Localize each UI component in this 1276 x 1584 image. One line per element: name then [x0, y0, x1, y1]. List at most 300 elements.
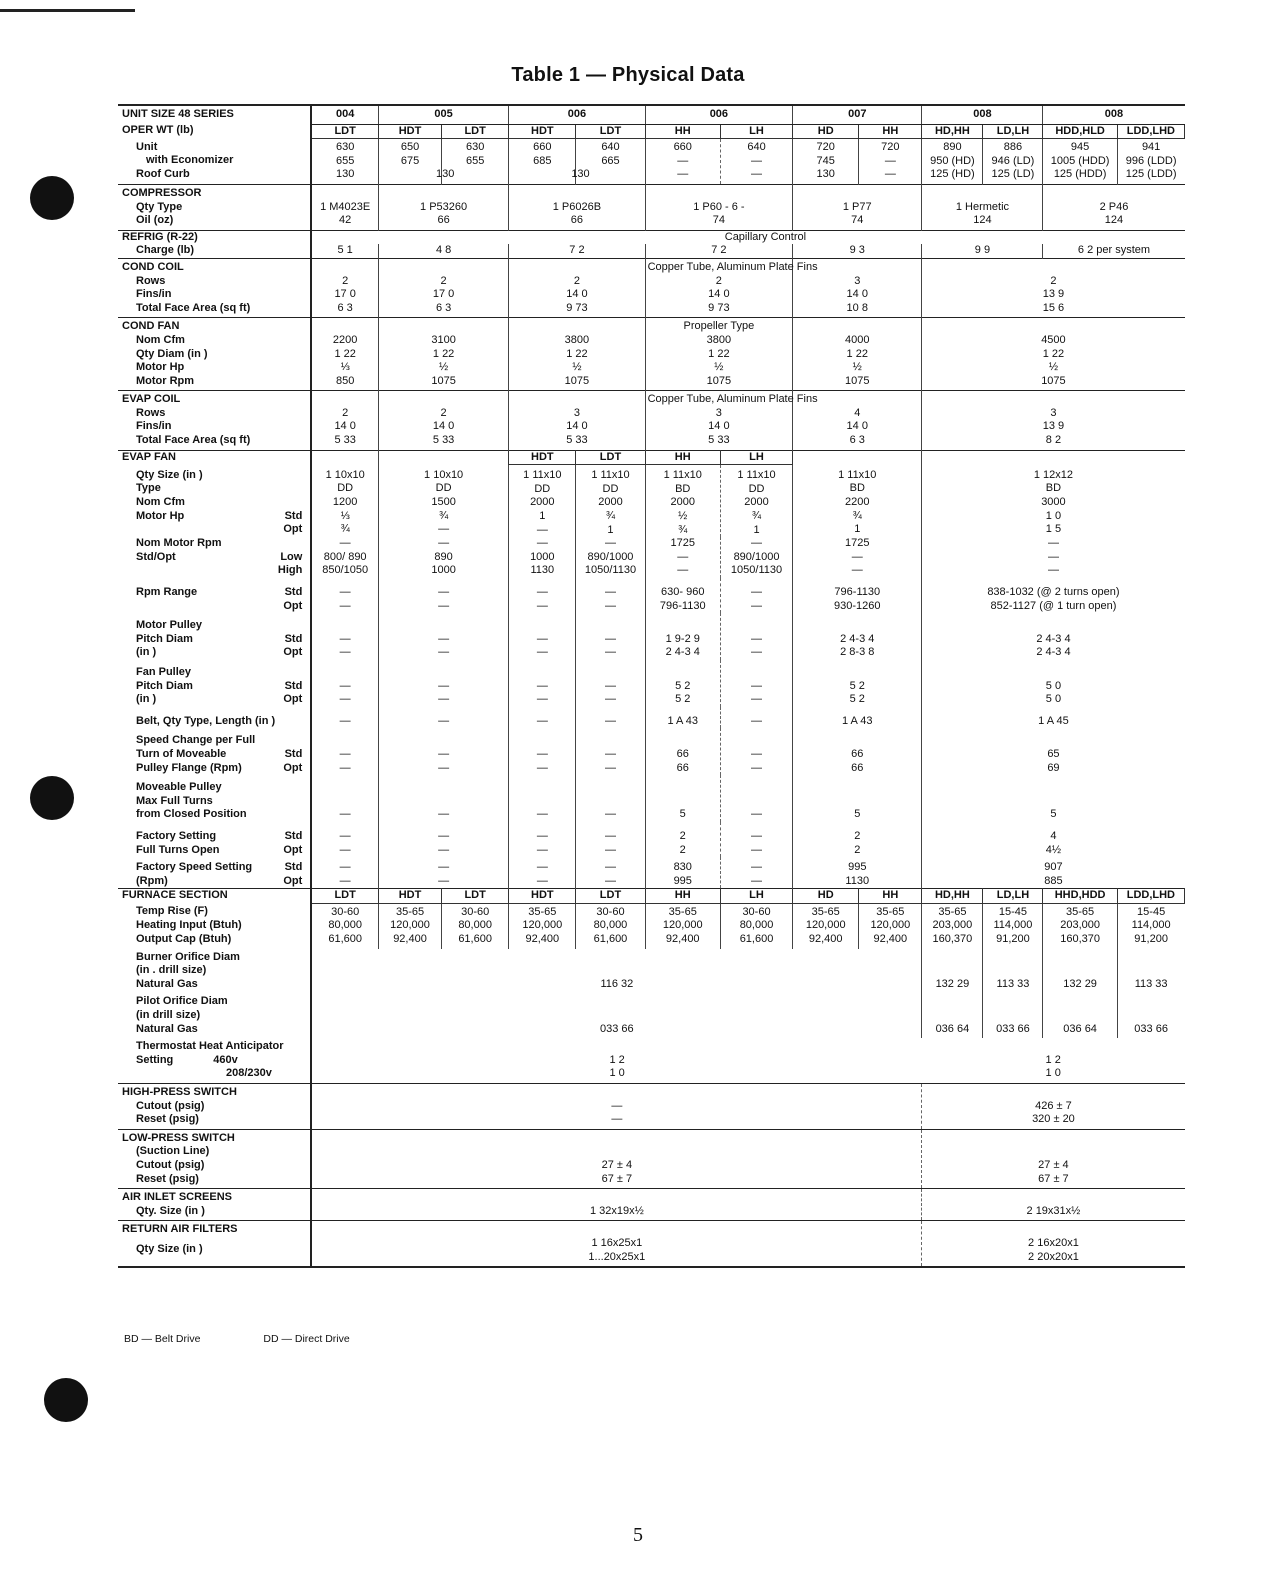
cell-value: 120,000 [522, 919, 563, 932]
cell-value: — [751, 714, 763, 727]
cell-value: ½ [714, 361, 724, 374]
cell-value: 2 20x20x1 [1028, 1250, 1079, 1263]
cell-value: DD [602, 482, 619, 495]
cell-value: — [751, 747, 763, 760]
cell-value: 130 [435, 168, 455, 181]
row-label: with Economizer [146, 154, 234, 167]
cell-value: — [611, 1099, 623, 1112]
cell-value: ½ [678, 510, 688, 523]
cell-value: 2200 [845, 495, 870, 508]
cell-value: 92,400 [873, 933, 908, 946]
cell-value: 1 11x10 [591, 469, 630, 482]
cell-value: — [604, 537, 616, 550]
std-opt-label: Low [280, 550, 303, 563]
cell-value: — [438, 523, 450, 536]
cell-value: — [604, 747, 616, 760]
cell-value: 132 29 [935, 977, 970, 990]
cell-value: 1130 [530, 564, 555, 577]
cell-value: 685 [533, 154, 552, 167]
cell-value: 3 [573, 406, 580, 419]
cell-value: — [438, 679, 450, 692]
cell-value: — [339, 693, 351, 706]
cell-value: ¾ [605, 510, 616, 523]
cell-value: 1 9-2 9 [665, 632, 700, 645]
section-label: REFRIG (R-22) [118, 230, 311, 244]
cell-value: 4000 [845, 333, 870, 346]
cell-value: ½ [852, 361, 862, 374]
cell-value: 630 [335, 141, 355, 154]
cell-value: 830 [673, 861, 692, 874]
cell-value: — [339, 829, 351, 842]
cell-value: 6 3 [337, 301, 353, 314]
row-label: Nom Cfm [136, 333, 185, 346]
cell-value: — [1047, 537, 1059, 550]
furnace-model-header: LDT [311, 889, 378, 904]
cell-value: 1 2 [1045, 1053, 1061, 1066]
pilot-orifice-block [118, 993, 1185, 1038]
cell-value: 640 [747, 141, 766, 154]
row-label: Nom Motor Rpm [136, 537, 222, 550]
cell-value: — [438, 646, 450, 659]
cell-value: 1 P6026B [552, 200, 602, 213]
row-label: Moveable Pulley [136, 781, 222, 794]
cell-value: 1...20x25x1 [588, 1250, 646, 1263]
refrig-charge-row [118, 244, 1185, 258]
section-label: LOW-PRESS SWITCH [122, 1131, 235, 1144]
cell-value: — [751, 679, 763, 692]
cond-coil-block [118, 258, 1185, 317]
cell-value: 13 9 [1042, 288, 1065, 301]
cell-value: 2 [573, 274, 580, 287]
cell-value: 1 32x19x½ [589, 1204, 644, 1217]
cell-value: 1 P77 [842, 200, 872, 213]
cell-value: — [604, 632, 616, 645]
row-label: Std/Opt [136, 550, 176, 563]
evap-subheader: HDT [509, 450, 576, 465]
row-label: Pilot Orifice Diam [136, 995, 228, 1008]
cell-value: 2000 [670, 496, 695, 509]
cell-value: 1050/1130 [584, 564, 637, 577]
cell-value: 6 3 [435, 301, 452, 314]
row-label: Qty Diam (in ) [136, 347, 208, 360]
cell-value: — [851, 550, 863, 563]
cell-value: 66 [676, 761, 689, 774]
cell-value: 1075 [1041, 374, 1066, 387]
row-label: 208/230v [226, 1067, 272, 1080]
cell-value: 2 [1050, 274, 1057, 287]
cell-value: 995 [673, 874, 692, 887]
size-header: 008 [922, 105, 1043, 124]
cell-value: 1 A 45 [1038, 714, 1069, 727]
high-press-block [118, 1084, 1185, 1130]
cell-value: 14 0 [846, 420, 868, 433]
cell-value: 35-65 [811, 905, 840, 918]
evap-coil-block [118, 391, 1185, 450]
std-opt-label: Std [284, 829, 303, 842]
air-inlet-block [118, 1189, 1185, 1221]
cell-value: — [339, 747, 351, 760]
cell-value: 033 66 [600, 1022, 634, 1035]
cell-value: ½ [1048, 361, 1059, 374]
cell-value: — [339, 714, 351, 727]
row-label: Temp Rise (F) [136, 905, 208, 918]
oper-wt-label: OPER WT (lb) [118, 124, 311, 139]
cell-value: — [536, 843, 548, 856]
cell-value: 2 [715, 274, 722, 287]
cell-value: 35-65 [395, 905, 425, 918]
cell-value: DD [534, 482, 551, 495]
cell-value: 203,000 [1060, 919, 1100, 932]
evap-fan-row [118, 613, 1185, 660]
cell-value: 42 [339, 214, 352, 227]
compressor-block [118, 184, 1185, 230]
cell-value: — [438, 714, 450, 727]
cell-value: 9 3 [793, 244, 922, 258]
cell-value: 5 1 [337, 244, 353, 257]
cell-value: — [751, 537, 763, 550]
cell-value: 655 [465, 154, 485, 167]
cell-value: 9 73 [566, 301, 588, 314]
cell-value: 17 0 [334, 288, 356, 301]
row-label: Pitch Diam [136, 632, 193, 645]
std-opt-label: Opt [283, 843, 303, 856]
cell-value: 320 ± 20 [1032, 1113, 1075, 1126]
cell-value: 1075 [706, 374, 732, 387]
section-note: Propeller Type [683, 320, 755, 333]
row-label: Burner Orifice Diam [136, 950, 240, 963]
cell-value: 1 22 [708, 347, 730, 360]
cell-value: — [751, 599, 763, 612]
furnace-model-header: LDT [576, 889, 645, 904]
cell-value: — [604, 808, 616, 821]
cell-value: 2000 [744, 496, 769, 509]
cell-value: 120,000 [870, 919, 911, 932]
cell-value: 2 4-3 4 [840, 632, 875, 645]
cell-value: BD [849, 482, 865, 495]
cell-value: 14 0 [432, 420, 455, 433]
furnace-model-header: HDT [509, 889, 576, 904]
cell-value: 640 [601, 141, 620, 154]
cell-value: 2 4-3 4 [665, 646, 700, 659]
cell-value: — [1047, 564, 1059, 577]
cell-value: — [536, 537, 548, 550]
furnace-model-header: HH [859, 889, 922, 904]
cell-value: — [438, 632, 450, 645]
cell-value: 15-45 [998, 905, 1028, 918]
cell-value: 3 [1050, 406, 1057, 419]
cell-value: 1 22 [334, 347, 356, 360]
cell-value: 1075 [564, 374, 590, 387]
cell-value: — [751, 861, 763, 874]
cell-value: — [536, 693, 548, 706]
cell-value: — [438, 808, 450, 821]
cell-value: — [438, 829, 450, 842]
cell-value: 65 [1047, 747, 1060, 760]
binder-hole [30, 776, 74, 820]
row-label: (Suction Line) [136, 1145, 210, 1158]
cell-value: — [677, 168, 689, 181]
model-header: HDD,HLD [1043, 124, 1117, 139]
furnace-model-header: HD,HH [922, 889, 983, 904]
row-label: Natural Gas [136, 1022, 198, 1035]
cell-value: — [751, 874, 763, 887]
cell-value: — [438, 537, 450, 550]
burner-orifice-block [118, 949, 1185, 994]
model-header: LDT [311, 124, 378, 139]
cell-value: DD [337, 482, 354, 495]
section-label: COMPRESSOR [122, 186, 202, 199]
cell-value: 125 (HD) [930, 168, 975, 181]
row-label: Turn of Moveable [136, 747, 227, 760]
cell-value: 890 [943, 141, 962, 154]
cell-value: 850/1050 [322, 564, 369, 577]
legend-dd: DD — Direct Drive [263, 1333, 350, 1345]
cell-value: — [536, 747, 548, 760]
cell-value: ½ [439, 361, 449, 374]
cell-value: 3000 [1041, 495, 1066, 508]
cell-value: 4 8 [378, 244, 508, 258]
section-label: FURNACE SECTION [118, 889, 311, 904]
cell-value: 2 19x31x½ [1026, 1204, 1081, 1217]
cell-value: 4½ [1045, 843, 1062, 856]
cell-value: 80,000 [739, 919, 774, 932]
cell-value: 125 (LDD) [1125, 168, 1177, 181]
cell-value: — [751, 829, 763, 842]
cell-value: 30-60 [742, 905, 771, 918]
evap-fan-row [118, 537, 1185, 578]
cell-value: 630 [465, 141, 485, 154]
row-label: Max Full Turns [136, 794, 213, 807]
cell-value: 5 [679, 808, 686, 821]
cell-value: 1725 [670, 537, 695, 550]
cell-value: — [438, 693, 450, 706]
furnace-model-header: LDD,LHD [1117, 889, 1184, 904]
evap-fan-row [118, 775, 1185, 822]
cell-value: 675 [400, 154, 420, 167]
cell-value: 74 [712, 214, 725, 227]
cell-value: — [438, 874, 450, 887]
cell-value: 946 (LD) [991, 154, 1035, 167]
std-opt-label: High [277, 564, 303, 577]
cell-value: 130 [571, 168, 590, 181]
section-note: Capillary Control [311, 230, 1184, 244]
row-label: (in drill size) [136, 1009, 201, 1022]
cell-value: 852-1127 (@ 1 turn open) [990, 599, 1117, 612]
row-label: Qty Size (in ) [136, 468, 203, 481]
cell-value: 850 [335, 374, 355, 387]
cell-value: 2 4-3 4 [1036, 632, 1071, 645]
furnace-model-header: HD [793, 889, 859, 904]
cell-value: 2000 [530, 496, 555, 509]
cell-value: 27 ± 4 [1038, 1158, 1069, 1171]
cell-value: 1 0 [609, 1067, 625, 1080]
cell-value: 27 ± 4 [601, 1158, 633, 1171]
physical-data-table [118, 104, 1185, 1268]
cell-value: — [604, 714, 616, 727]
cell-value: 036 64 [1063, 1022, 1097, 1035]
std-opt-label: Opt [283, 599, 303, 612]
std-opt-label: Std [284, 586, 303, 598]
cell-value: 35-65 [1066, 905, 1095, 918]
cell-value: 2 [679, 843, 686, 856]
cell-value: — [604, 599, 616, 612]
row-label: Speed Change per Full [136, 734, 256, 747]
cell-value: 15-45 [1137, 905, 1166, 918]
cell-value: 630- 960 [661, 586, 705, 598]
cell-value: — [339, 679, 351, 692]
row-label: Factory Setting [136, 829, 217, 842]
cell-value: — [751, 761, 763, 774]
cell-value: — [438, 861, 450, 874]
binder-hole [44, 1378, 88, 1422]
std-opt-label: Std [284, 632, 303, 645]
cell-value: — [611, 1113, 623, 1126]
binder-hole [30, 176, 74, 220]
cell-value: 2 [679, 829, 686, 842]
cell-value: 995 [848, 861, 867, 874]
cell-value: 14 0 [708, 288, 730, 301]
cell-value: 1 16x25x1 [591, 1236, 643, 1249]
cell-value: — [438, 599, 450, 612]
std-opt-label: Std [284, 861, 303, 874]
row-label: Pulley Flange (Rpm) [136, 761, 242, 774]
cell-value: 80,000 [593, 919, 628, 932]
cell-value: 5 0 [1045, 679, 1062, 692]
cell-value: 720 [881, 141, 900, 154]
cell-value: 67 ± 7 [601, 1172, 633, 1185]
cell-value: 1000 [530, 550, 555, 563]
model-header: LH [720, 124, 792, 139]
size-header: 008 [1043, 105, 1185, 124]
cell-value: — [604, 761, 616, 774]
std-opt-label: Std [284, 679, 303, 692]
row-label: Qty Size (in ) [136, 1242, 203, 1255]
cell-value: 890/1000 [733, 550, 780, 563]
cell-value: 66 [851, 761, 864, 774]
section-label: HIGH-PRESS SWITCH [122, 1086, 237, 1098]
cell-value: — [536, 829, 548, 842]
abbreviation-legend [124, 1333, 410, 1345]
cell-value: 160,370 [1060, 933, 1100, 946]
furnace-model-header: LD,LH [983, 889, 1043, 904]
cell-value: 1 11x10 [737, 469, 776, 482]
furnace-capacity-block [118, 903, 1185, 948]
cell-value: 660 [673, 141, 692, 154]
cell-value: 14 0 [846, 288, 868, 301]
cell-value: 14 0 [708, 420, 730, 433]
model-header: LDT [442, 124, 509, 139]
cell-value: 114,000 [1131, 919, 1171, 932]
oper-wt-block [118, 139, 1185, 185]
cell-value: 66 [570, 214, 584, 227]
cell-value: 116 32 [600, 977, 634, 990]
cell-value: 4 [854, 406, 861, 419]
cell-value: 7 2 [645, 244, 793, 258]
cell-value: 2200 [332, 333, 358, 346]
row-label: Pitch Diam [136, 679, 193, 692]
cell-value: 125 (LD) [991, 168, 1035, 181]
cell-value: 745 [816, 154, 835, 167]
std-opt-label: Opt [283, 646, 303, 659]
cell-value: — [604, 861, 616, 874]
cell-value: 945 [1070, 141, 1090, 154]
cell-value: 890 [434, 550, 453, 563]
cell-value: 838-1032 (@ 2 turns open) [987, 586, 1120, 598]
cell-value: 14 0 [566, 420, 588, 433]
model-header: HD,HH [922, 124, 983, 139]
cell-value: 2000 [598, 496, 623, 509]
row-label: Motor Hp [136, 509, 185, 522]
cell-value: 1 [539, 510, 546, 523]
row-label: Qty. Size (in ) [136, 1204, 205, 1217]
cell-value: 1200 [332, 495, 358, 508]
cell-value: — [536, 808, 548, 821]
cell-value: 113 33 [996, 977, 1030, 990]
cell-value: — [339, 537, 351, 550]
row-label: Rows [136, 406, 166, 419]
cell-value: — [677, 550, 689, 563]
cell-value: 3100 [431, 333, 456, 346]
row-label: Roof Curb [136, 167, 190, 180]
cell-value: 3 [715, 406, 722, 419]
cell-value: — [438, 586, 450, 598]
cell-value: 796-1130 [659, 599, 706, 612]
cell-value: 66 [851, 747, 864, 760]
evap-fan-header-row [118, 450, 1185, 465]
cell-value: 2 P46 [1099, 200, 1129, 213]
cell-value: 2 [342, 274, 349, 287]
model-header: HH [645, 124, 720, 139]
row-label: Rows [136, 274, 166, 287]
cell-value: 35-65 [668, 905, 697, 918]
cell-value: 1 5 [1045, 523, 1062, 536]
row-label: Charge (lb) [136, 244, 195, 257]
cell-value: — [884, 154, 896, 167]
cell-value: 890/1000 [587, 550, 634, 563]
cell-value: — [339, 761, 351, 774]
cell-value: 655 [335, 154, 355, 167]
cell-value: 1 [854, 523, 861, 536]
row-label: Total Face Area (sq ft) [136, 434, 251, 447]
cell-value: 14 0 [566, 288, 588, 301]
size-header: 004 [311, 105, 378, 124]
std-opt-label: Opt [283, 693, 303, 706]
cell-value: ¾ [678, 523, 688, 536]
cell-value: 5 33 [432, 434, 455, 447]
cell-value: 1 M4023E [320, 200, 371, 213]
cell-value: 950 (HD) [930, 154, 975, 167]
cell-value: 203,000 [932, 919, 973, 932]
cell-value: — [851, 564, 863, 577]
cell-value: 92,400 [525, 933, 560, 946]
row-label: Oil (oz) [136, 214, 174, 227]
section-label: RETURN AIR FILTERS [122, 1223, 238, 1236]
cell-value: 1 11x10 [663, 469, 702, 482]
row-label: Motor Rpm [136, 374, 195, 387]
cell-value: — [339, 599, 351, 612]
cell-value: 61,600 [458, 933, 492, 946]
evap-subheader: LDT [576, 450, 645, 465]
cell-value: 35-65 [528, 905, 557, 918]
row-label: Full Turns Open [136, 843, 220, 856]
cell-value: 1 Hermetic [955, 200, 1010, 213]
section-label: EVAP FAN [118, 450, 311, 465]
evap-fan-row [118, 578, 1185, 613]
evap-fan-rows [118, 465, 1185, 889]
cell-value: 1 22 [1042, 347, 1065, 360]
row-label: Fan Pulley [136, 665, 192, 678]
size-header: 006 [509, 105, 645, 124]
